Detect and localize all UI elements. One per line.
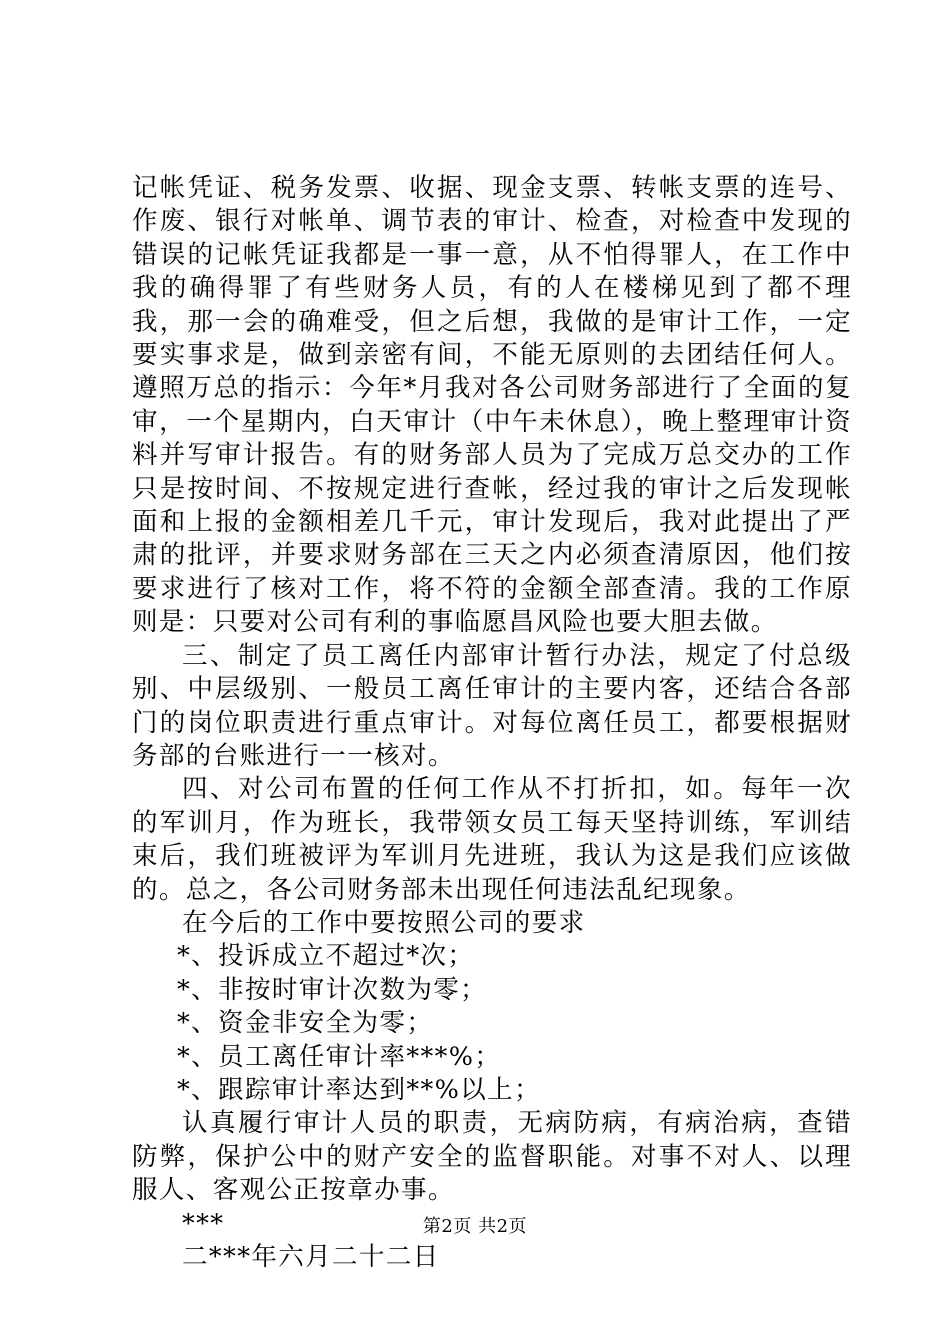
- document-date: 二***年六月二十二日: [182, 1242, 440, 1272]
- list-item: *、资金非安全为零；: [177, 1008, 434, 1039]
- document-body: [132, 172, 852, 1274]
- page-footer: 第2页 共2页: [422, 1216, 528, 1237]
- list-item: *、跟踪审计率达到**%以上；: [177, 1074, 541, 1105]
- paragraph-section-four: 四、对公司布置的任何工作从不打折扣，如。每年一次的军训月，作为班长，我带领女员工每天坚持训练，军训结束后，我们班被评为军训月先进班，我认为这是我们应该做的。总之，各公司财务部未出现任何违法乱纪现象。: [132, 774, 852, 905]
- paragraph-requirements-intro: 在今后的工作中要按照公司的要求: [182, 907, 586, 938]
- signature: ***: [182, 1208, 225, 1239]
- paragraph-audit-review: 记帐凭证、税务发票、收据、现金支票、转帐支票的连号、作废、银行对帐单、调节表的审计、检查，对检查中发现的错误的记帐凭证我都是一事一意，从不怕得罪人，在工作中我的确得罪了有些财务人员，有的人在楼梯见到了都不理我，那一会的确难受，但之后想，我做的是审计工作，一定要实事求是，做到亲密有间，不能无原则的去团结任何人。遵照万总的指示：今年*月我对各公司财务部进行了全面的复审，一个星期内，白天审计（中午未休息），晚上整理审计资料并写审计报告。有的财务部人员为了完成万总交办的工作只是按时间、不按规定进行查帐，经过我的审计之后发现帐面和上报的金额相差几千元，审计发现后，我对此提出了严肃的批评，并要求财务部在三天之内必须查清原因，他们按要求进行了核对工作，将不符的金额全部查清。我的工作原则是：只要对公司有利的事临愿昌风险也要大胆去做。: [132, 173, 852, 638]
- list-item: *、非按时审计次数为零；: [177, 974, 488, 1005]
- paragraph-section-three: 三、制定了员工离任内部审计暂行办法，规定了付总级别、中层级别、一般员工离任审计的主要内客，还结合各部门的岗位职责进行重点审计。对每位离任员工，都要根据财务部的台账进行一一核对。: [132, 640, 852, 771]
- requirements-list: [132, 940, 852, 1107]
- list-item: *、投诉成立不超过*次；: [177, 941, 475, 972]
- list-item: *、员工离任审计率***%；: [177, 1041, 502, 1072]
- paragraph-closing: 认真履行审计人员的职责，无病防病，有病治病，查错防弊，保护公中的财产安全的监督职能。对事不对人、以理服人、客观公正按章办事。: [132, 1108, 852, 1206]
